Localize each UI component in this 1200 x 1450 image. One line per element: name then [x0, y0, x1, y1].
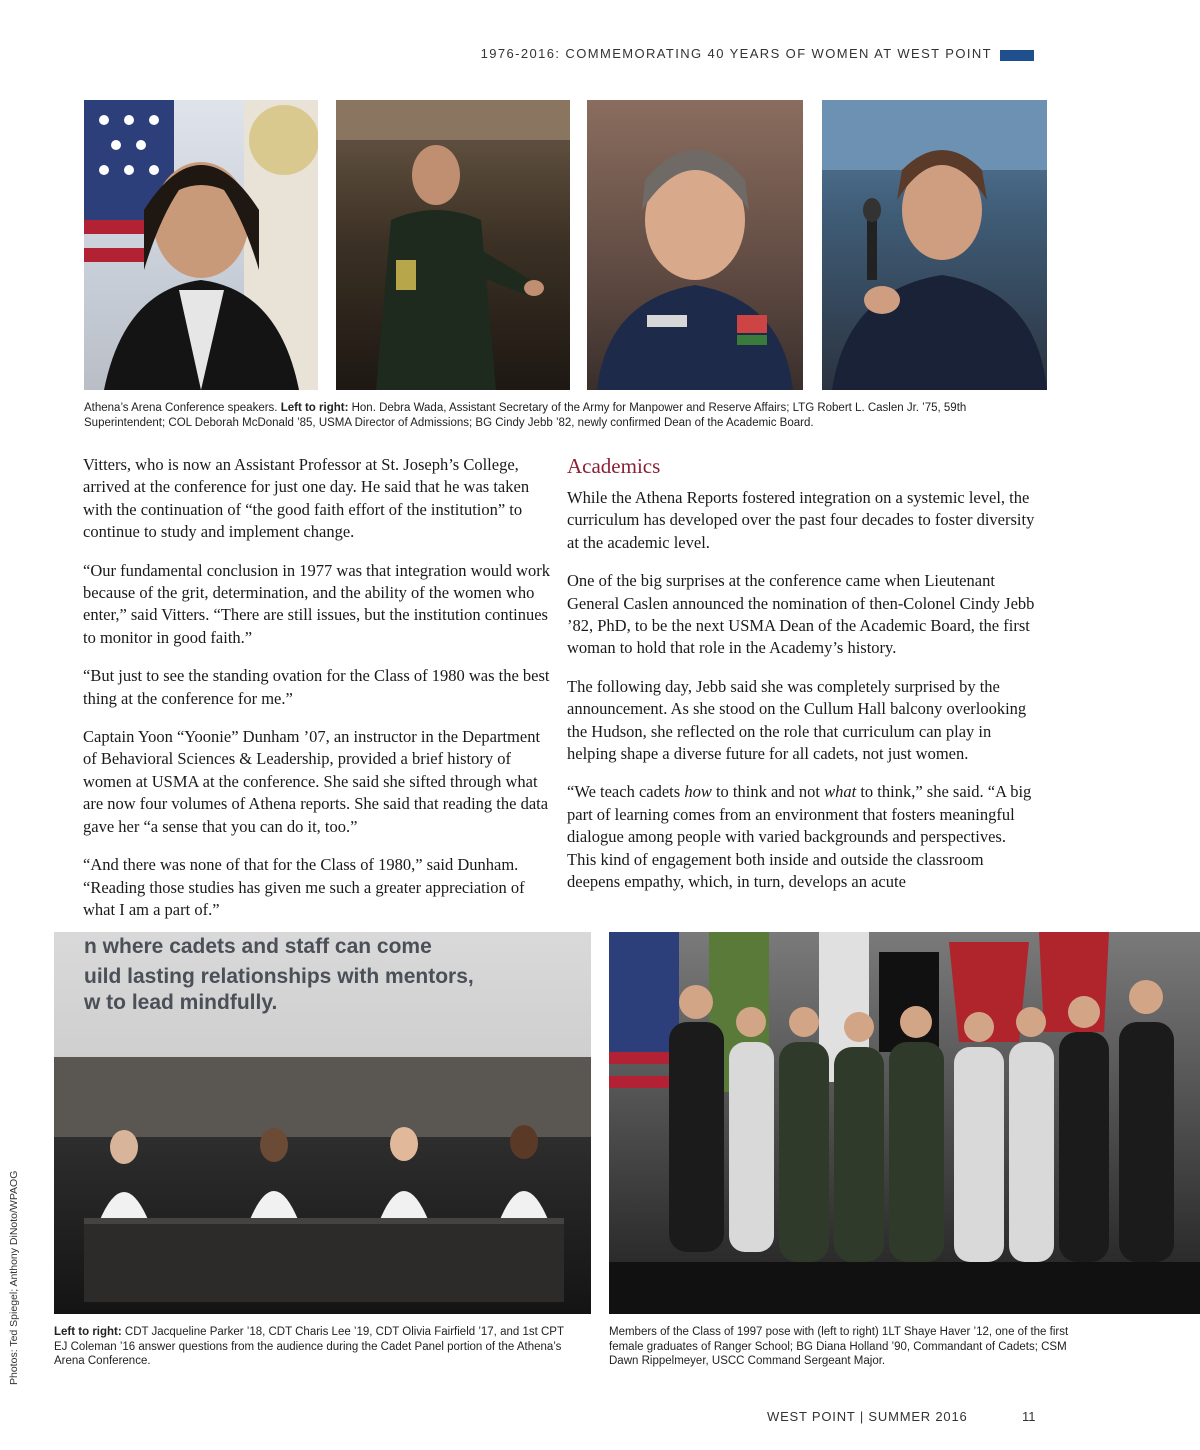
caption-text: Hon. Debra Wada, Assistant Secretary of the Army for Manpower and Reserve Affairs; LTG Robert L. Caslen Jr. ’75, 59th Superintendent; COL Deborah McDonald ’85, USMA Director of Admissions; BG Cindy Jebb ’82, newly confirmed Dean of the Academic Board. — [84, 402, 967, 429]
screen-line: n where cadets and staff can come — [84, 935, 432, 958]
paragraph: The following day, Jebb said she was completely surprised by the announcement. As she stood on the Cullum Hall balcony overlooking the Hudson, she reflected on the role that curriculum can play in helping shape a diverse future for all cadets, not just women. — [567, 676, 1027, 764]
class-1997-group-photo — [609, 932, 1200, 1314]
paragraph: One of the big surprises at the conference came when Lieutenant General Caslen announced the nomination of then-Colonel Cindy Jebb ’82, PhD, to be the next USMA Dean of the Academic Board, the first woman to hold that role in the Academy’s history. — [567, 571, 1035, 658]
portrait-photo-mcdonald — [587, 100, 803, 390]
right-text-column — [567, 453, 1035, 910]
caption-lead: Left to right: — [54, 1326, 122, 1338]
paragraph: Vitters, who is now an Assistant Professor at St. Joseph’s College, arrived at the conference for just one day. He said that he was taken with the continuation of “the good faith effort of the institution” to continue to study and implement change. — [83, 455, 530, 542]
section-heading: Academics — [567, 454, 661, 478]
photo-credit: Photos: Ted Spiegel; Anthony DiNoto/WPAOG — [8, 1170, 20, 1385]
caption-text: CDT Jacqueline Parker ’18, CDT Charis Lee ’19, CDT Olivia Fairfield ’17, and 1st CPT EJ Coleman ’16 answer questions from the audience during the Cadet Panel portion of the Athena’s Arena Conference. — [54, 1326, 564, 1367]
paragraph — [567, 781, 1035, 893]
cadet-panel-photo — [54, 932, 591, 1314]
text-run: to think,” she said. “A big part of learning comes from an environment that fosters meaningful dialogue among people with varied backgrounds and perspectives. This kind of engagement both inside and outside the classroom deepens empathy, which, in turn, develops an acute — [567, 782, 1032, 892]
header-accent-bar — [1000, 50, 1034, 61]
panel-photo-caption — [54, 1325, 574, 1369]
paragraph: Captain Yoon “Yoonie” Dunham ’07, an instructor in the Department of Behavioral Sciences & Leadership, provided a brief history of women at USMA at the conference. She said she sifted through what are now four volumes of Athena reports. She said that reading the data gave her “a sense that you can do it, too.” — [83, 727, 549, 836]
stage-scene — [336, 100, 570, 390]
caption-text: Members of the Class of 1997 pose with (left to right) 1LT Shaye Haver ’12, one of the first female graduates of Ranger School; BG Diana Holland ’90, Commandant of Cadets; CSM Dawn Rippelmeyer, USCC Command Sergeant Major. — [609, 1326, 1069, 1367]
caption-intro: Athena’s Arena Conference speakers. — [84, 402, 278, 414]
paragraph: “And there was none of that for the Class of 1980,” said Dunham. “Reading those studies has given me such a greater appreciation of what I am a part of.” — [83, 855, 525, 919]
paragraph: While the Athena Reports fostered integration on a systemic level, the curriculum has developed over the past four decades to foster diversity at the academic level. — [567, 488, 1035, 552]
text-run: to think and not — [711, 782, 825, 802]
emphasis: how — [684, 782, 712, 802]
portrait-photo-wada — [84, 100, 318, 390]
paragraph: “Our fundamental conclusion in 1977 was that integration would work because of the grit, determination, and the ability of the women who enter,” said Vitters. “There are still issues, but the institution continues to monitor in good faith.” — [83, 560, 550, 647]
flag-graphic — [84, 100, 318, 390]
screen-line: w to lead mindfully. — [84, 991, 278, 1014]
left-text-column — [83, 454, 553, 937]
portrait-scene — [587, 100, 803, 390]
panel-scene — [54, 932, 591, 1314]
top-photo-caption — [84, 401, 1044, 430]
running-header: 1976-2016: COMMEMORATING 40 YEARS OF WOMEN AT WEST POINT — [480, 46, 992, 61]
page-number: 11 — [1022, 1409, 1036, 1424]
footer-publication: WEST POINT | SUMMER 2016 — [767, 1409, 968, 1424]
emphasis: what — [824, 782, 857, 802]
speaker-scene — [822, 100, 1047, 390]
portrait-photo-jebb — [822, 100, 1047, 390]
group-photo-caption — [609, 1325, 1079, 1369]
screen-line: uild lasting relationships with mentors, — [84, 965, 474, 988]
paragraph: “But just to see the standing ovation for the Class of 1980 was the best thing at the conference for me.” — [83, 666, 550, 708]
group-scene — [609, 932, 1200, 1314]
caption-lead: Left to right: — [280, 402, 349, 414]
text-run: “We teach cadets — [567, 782, 685, 802]
portrait-photo-caslen — [336, 100, 570, 390]
